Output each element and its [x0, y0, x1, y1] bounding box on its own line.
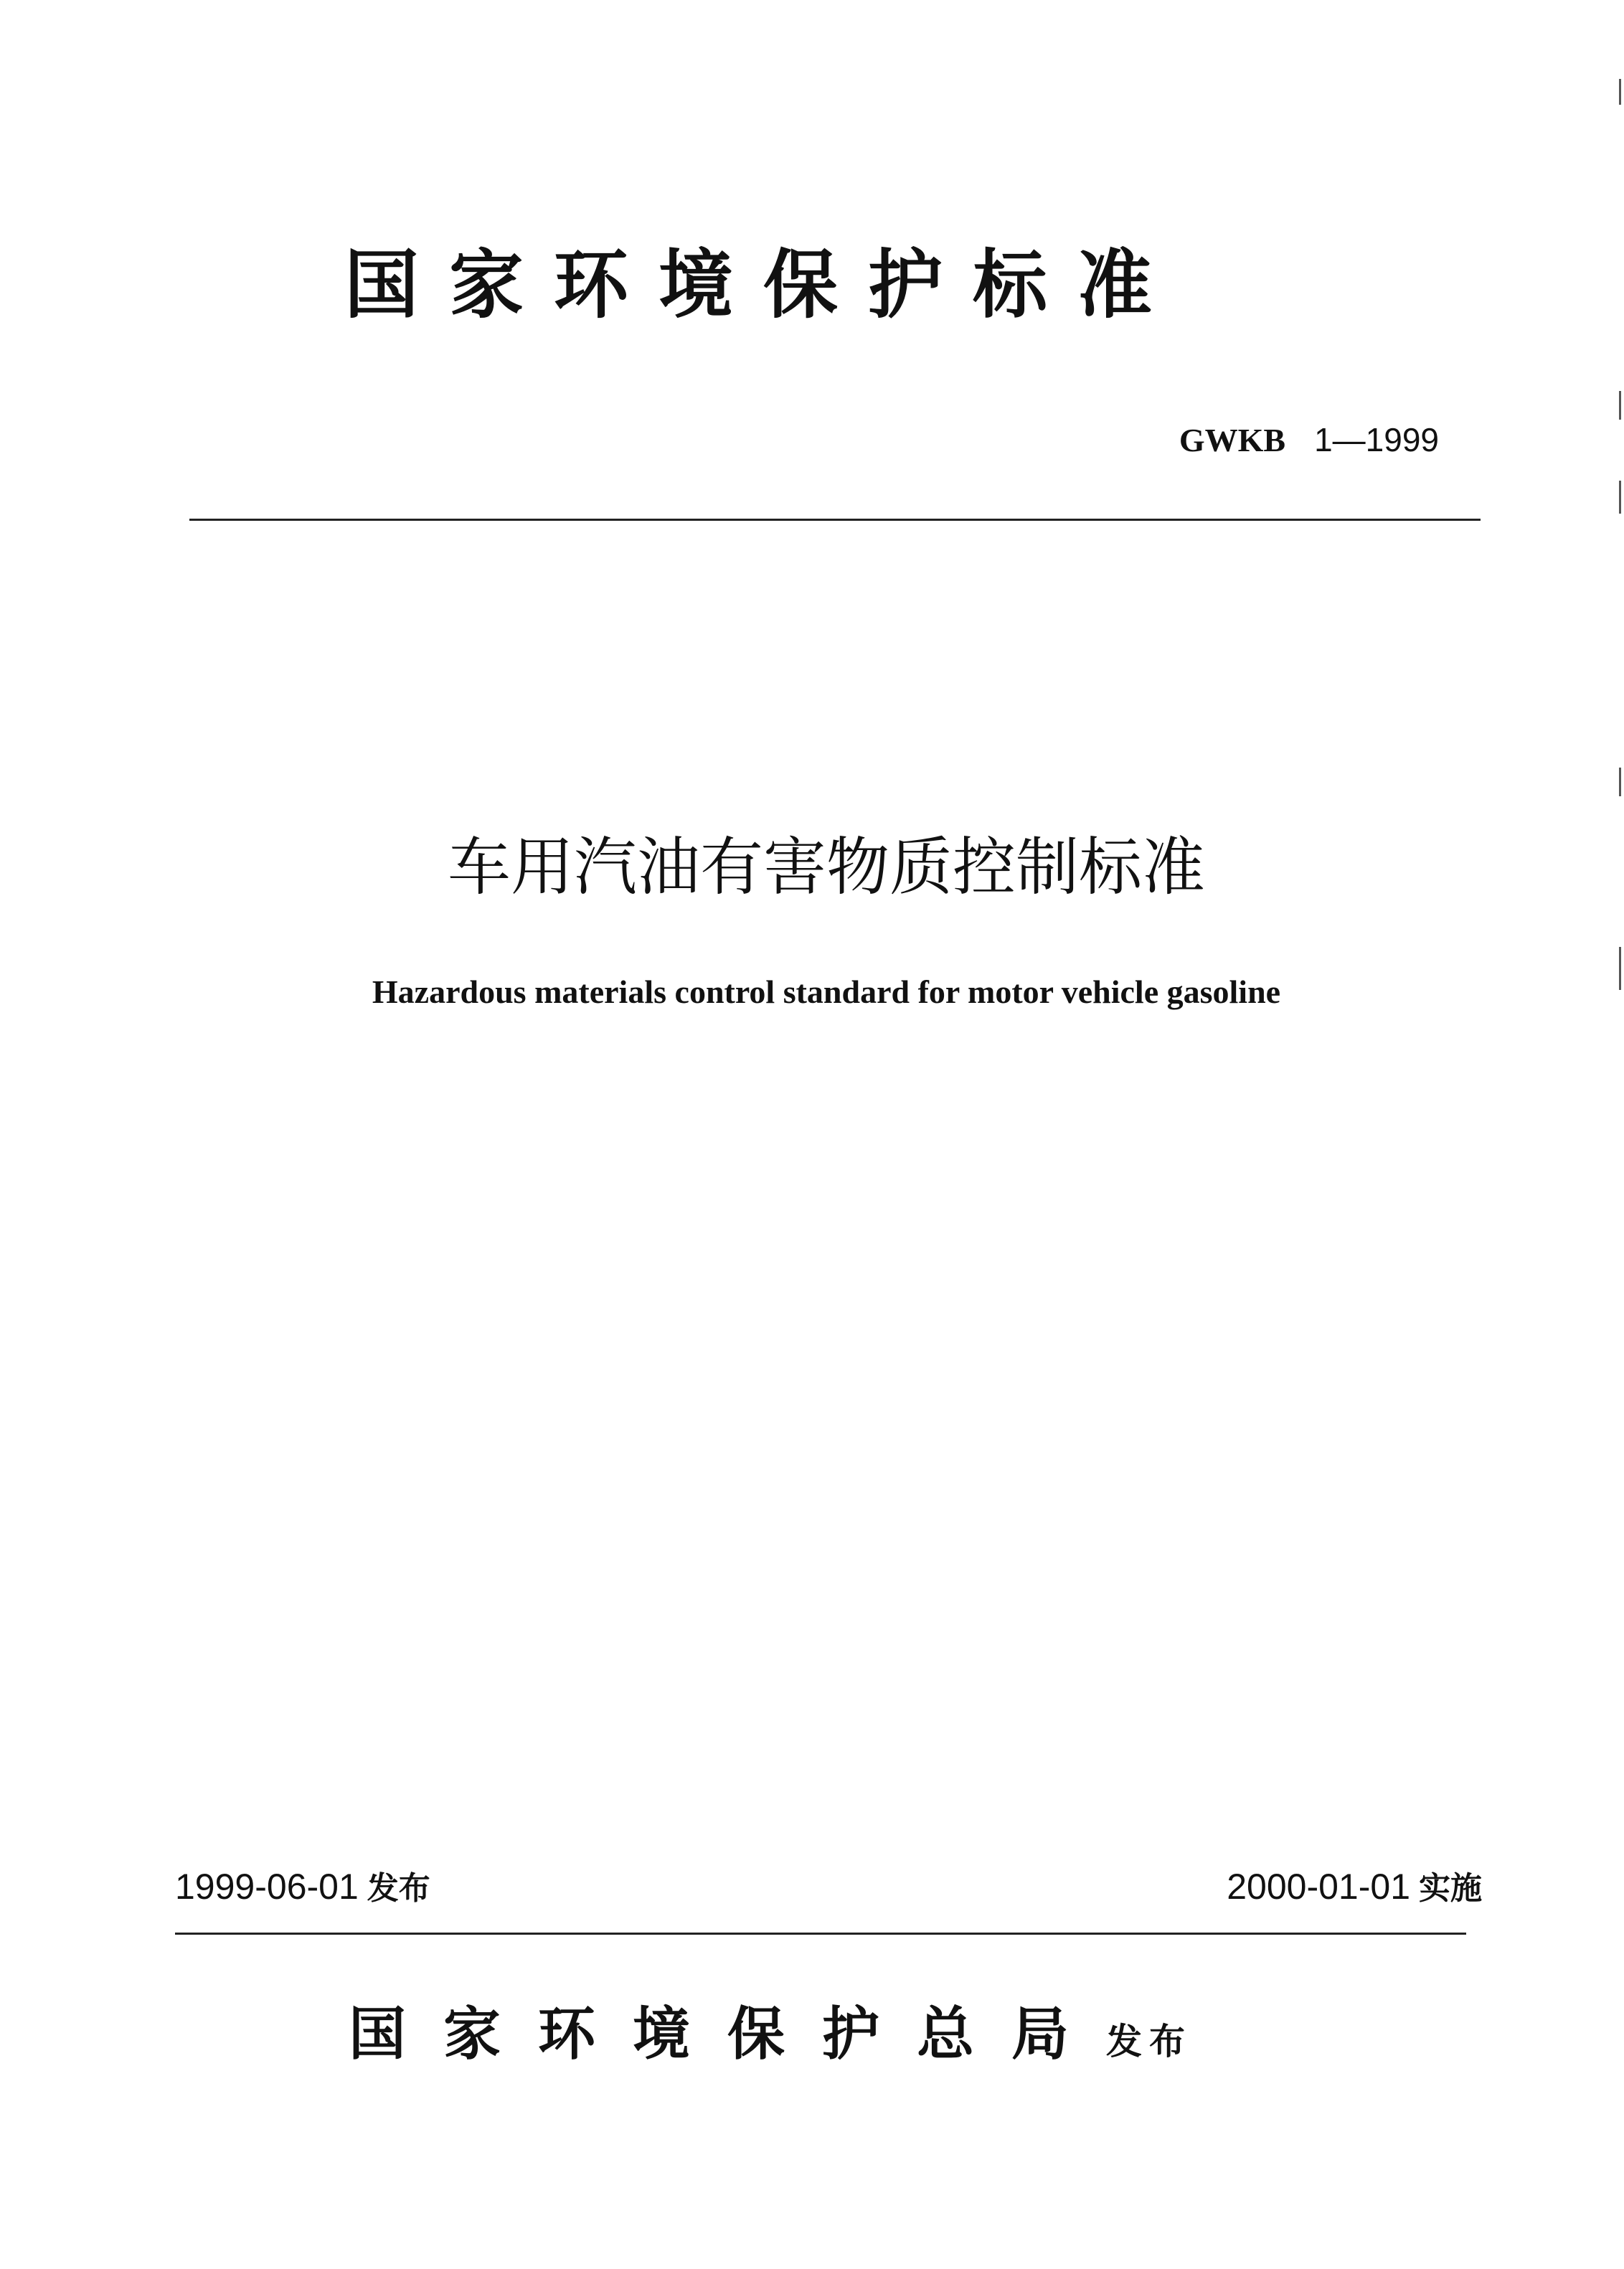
standard-category-title: 国家环境保护标准 [344, 240, 1183, 329]
standard-code-number: 1—1999 [1314, 421, 1439, 458]
issue-date [175, 1869, 430, 1905]
document-title-english: Hazardous materials control standard for motor vehicle gasoline [372, 973, 1281, 1010]
publisher-name: 国家环境保护总局 [349, 2000, 1106, 2067]
top-divider [189, 519, 1481, 521]
issue-date-label: 发布 [367, 1870, 430, 1907]
implementation-date [1227, 1869, 1482, 1905]
scan-edge-mark [1619, 768, 1621, 796]
implementation-date-value: 2000-01-01 [1227, 1867, 1410, 1907]
scan-edge-mark [1619, 79, 1621, 105]
issue-date-value: 1999-06-01 [175, 1867, 359, 1907]
implementation-date-label: 实施 [1419, 1870, 1482, 1907]
document-title-chinese: 车用汽油有害物质控制标准 [447, 830, 1205, 904]
standard-code-prefix: GWKB [1179, 422, 1286, 458]
scan-edge-mark [1619, 481, 1621, 514]
scan-edge-mark [1619, 391, 1621, 420]
scan-edge-mark [1619, 947, 1621, 990]
publisher-line [349, 2000, 1192, 2067]
publisher-suffix: 发布 [1106, 2020, 1192, 2062]
standard-code [1179, 423, 1439, 457]
bottom-divider [175, 1933, 1466, 1935]
